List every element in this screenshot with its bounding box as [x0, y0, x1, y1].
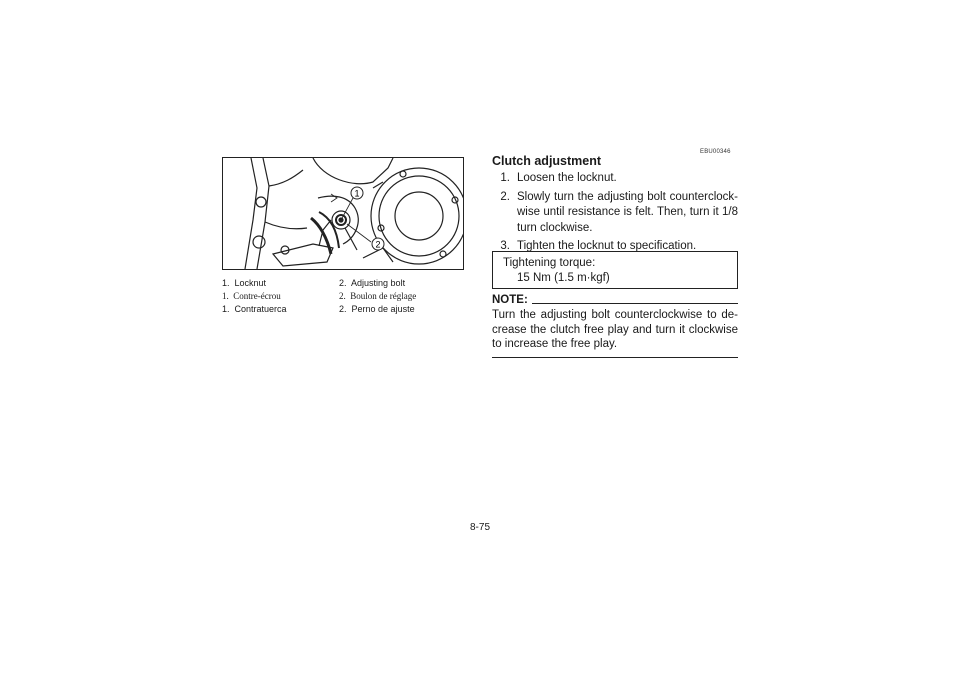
step-list [492, 171, 738, 258]
torque-value: 15 Nm (1.5 m·kgf) [517, 272, 610, 284]
figure-captions [222, 277, 472, 316]
step-text: Tighten the locknut to specification. [517, 240, 697, 252]
note-header [492, 294, 738, 307]
caption-text: Adjusting bolt [351, 278, 406, 288]
note-label: NOTE: [492, 294, 528, 306]
caption-text: Contre-écrou [233, 291, 281, 301]
note-text: Turn the adjusting bolt counterclockwise to de-crease the clutch free play and turn it clockwise to increase the free play. [492, 309, 738, 350]
caption-text: Locknut [234, 278, 267, 288]
torque-label: Tightening torque: [503, 257, 596, 269]
caption-row-english [222, 277, 472, 290]
list-item [492, 190, 738, 237]
note-rule [532, 303, 738, 304]
section-code: EBU00346 [700, 149, 731, 155]
caption-num: 1. [222, 304, 230, 314]
caption-row-french [222, 290, 472, 303]
caption-num: 2. [339, 291, 346, 301]
clutch-illustration [222, 157, 464, 270]
step-number: 3. [500, 240, 510, 252]
torque-spec-box [492, 251, 738, 289]
note-block [492, 294, 738, 358]
section-title: Clutch adjustment [492, 154, 602, 168]
step-number: 2. [500, 190, 510, 203]
caption-text: Boulon de réglage [350, 291, 417, 301]
caption-num: 1. [222, 291, 229, 301]
caption-text: Perno de ajuste [351, 304, 415, 314]
engine-clutch-drawing [223, 158, 463, 269]
step-text: Slowly turn the adjusting bolt counterclock-wise until resistance is felt. Then, turn it 1/8 turn clockwise. [517, 190, 738, 234]
callout-1-label: 1 [354, 188, 360, 199]
caption-num: 2. [339, 304, 347, 314]
step-number: 1. [500, 172, 510, 184]
page-number: 8-75 [469, 522, 490, 533]
step-text: Loosen the locknut. [517, 172, 617, 184]
note-bottom-rule [492, 357, 738, 358]
list-item [492, 171, 738, 187]
caption-num: 1. [222, 278, 230, 288]
caption-row-spanish [222, 303, 472, 316]
callout-2-label: 2 [375, 239, 381, 250]
caption-text: Contratuerca [234, 304, 287, 314]
caption-num: 2. [339, 278, 347, 288]
